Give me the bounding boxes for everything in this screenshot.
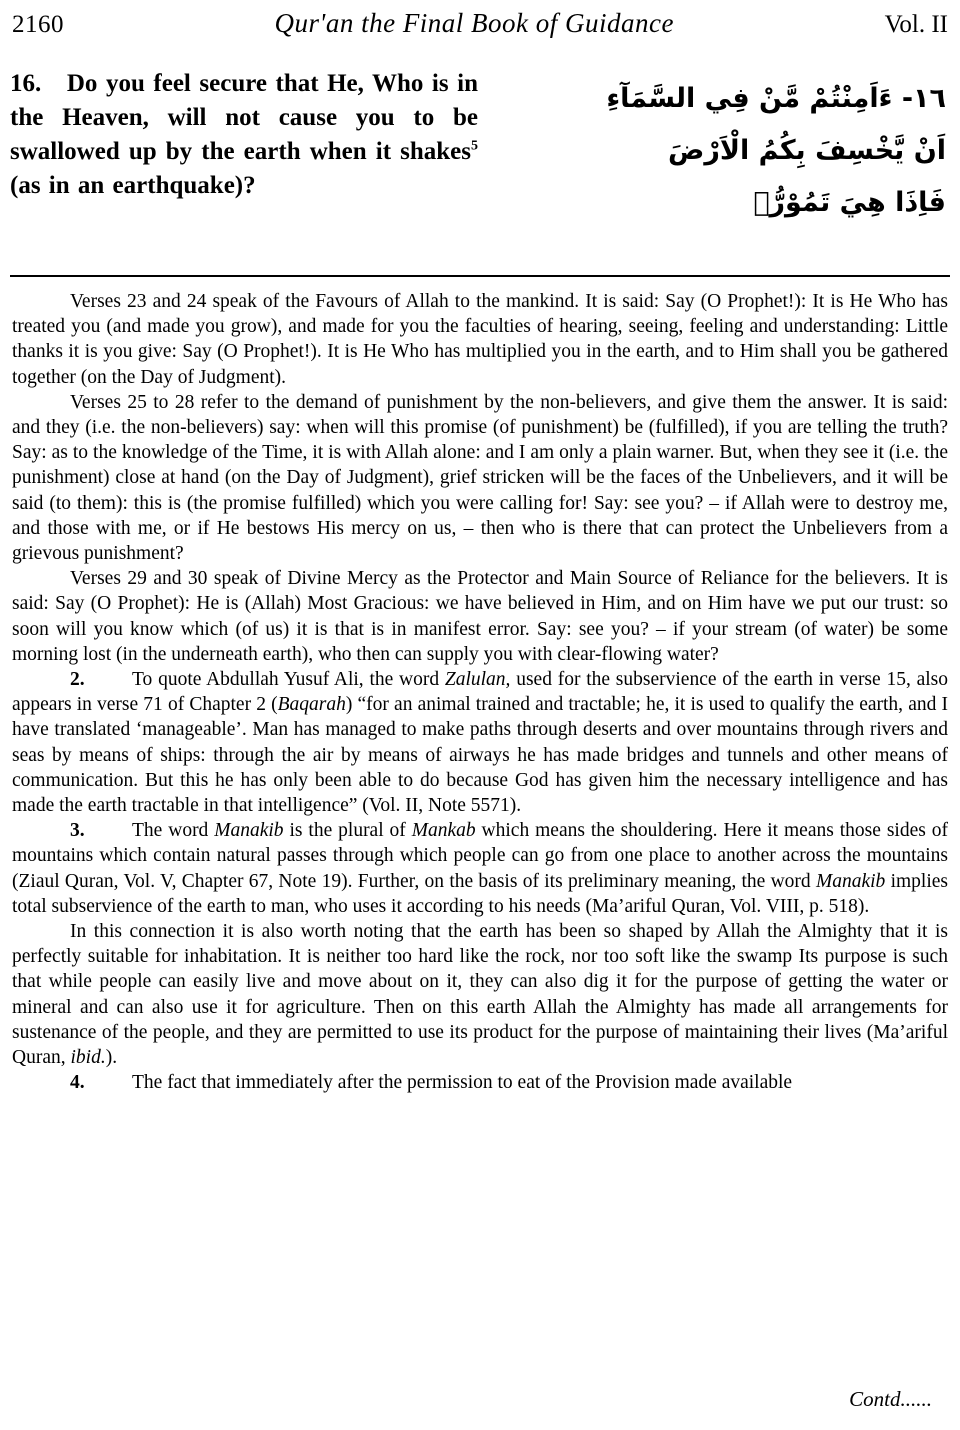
arabic-line: فَاِذَا هِيَ تَمُوْرُّٙ bbox=[753, 187, 946, 218]
arabic-line: ١٦- ءَاَمِنْتُمْ مَّنْ فِي السَّمَآءِ bbox=[606, 83, 946, 114]
verse-translation: 16. Do you feel secure that He, Who is in the Heaven, will not cause you to be swallowed up by the earth when it shakes$^5$ (as in an earthquake)? bbox=[10, 70, 478, 199]
page-header bbox=[0, 0, 960, 39]
body-paragraph: Verses 29 and 30 speak of Divine Mercy as the Protector and Main Source of Reliance for the believers. It is said: Say (O Prophet): He is (Allah) Most Gracious: we have believed in Him, and on Him have we put our trust: so soon will you know which (of us) it is that is in manifest error. Say: see you? – if your stream (of water) be some morning lost (in the underneath earth), who then can supply you with clear-flowing water? bbox=[12, 568, 948, 665]
page-number: 2160 bbox=[12, 11, 64, 38]
book-title: Qur'an the Final Book of Guidance bbox=[274, 8, 675, 38]
arabic-text bbox=[606, 67, 946, 257]
verse-section bbox=[0, 39, 960, 257]
body-text bbox=[0, 277, 960, 1096]
arabic-line: اَنْ يَّخْسِفَ بِكُمُ الْاَرْضَ bbox=[668, 135, 946, 166]
body-paragraph: 2. To quote Abdullah Yusuf Ali, the word Zalulan, used for the subservience of the earth in verse 15, also appears in verse 71 of Chapter 2 (Baqarah) “for an animal trained and tractable; he, it is used to qualify the earth, and I have translated ‘manageable’. Man has managed to make paths through deserts and over mountains through rivers and seas by means of ships: through the air by means of airways he has made bridges and tunnels and other means of communication. But this he has only been able to do because God has given him the necessary intelligence and has made the earth tractable in that intelligence” (Vol. II, Note 5571). bbox=[12, 669, 948, 817]
paragraph-number: 3. bbox=[70, 820, 85, 842]
body-paragraph: In this connection it is also worth noting that the earth has been so shaped by Allah the Almighty that it is perfectly suitable for inhabitation. It is neither too hard like the rock, nor too soft like the swamp Its purpose is such that while people can easily live and move about on it, they can also dig it for the purpose of getting the water or mineral and can also use it for agriculture. Then on this earth Allah the Almighty has made all arrangements for sustenance of the people, and they are permitted to use its product for the purpose of maintaining their lives (Ma’ariful Quran, ibid.). bbox=[12, 921, 948, 1069]
body-paragraph: Verses 25 to 28 refer to the demand of punishment by the non-believers, and give them the answer. It is said: and they (i.e. the non-believers) say: when will this promise (of punishment) be (fulfilled), if you are telling the truth? Say: as to the knowledge of the Time, it is with Allah alone: and I am only a plain warner. But, when they see it (i.e. the punishment) close at hand (on the Day of Judgment), grief stricken will be the faces of the Unbelievers, and it will be said (to them): this is (the promise fulfilled) which you were calling for! Say: see you? – if Allah were to destroy me, and those with me, or if He bestows His mercy on us, – then who is there that can protect the Unbelievers from a grievous punishment? bbox=[12, 391, 948, 565]
body-paragraph: Verses 23 and 24 speak of the Favours of Allah to the mankind. It is said: Say (O Prophet!): It is He Who has treated you (and made you grow), and made for you the faculties of hearing, seeing, feeling and understanding: Little thanks it is you give: Say (O Prophet!). It is He Who has multiplied you in the earth, and to Him shall you be gathered together (on the Day of Judgment). bbox=[12, 291, 948, 388]
contd-label: Contd...... bbox=[849, 1387, 932, 1411]
volume-label: Vol. II bbox=[884, 11, 948, 38]
body-paragraph: 3. The word Manakib is the plural of Mankab which means the shouldering. Here it means those sides of mountains which contain natural passes through which people can go from one place to another across the mountains (Ziaul Quran, Vol. V, Chapter 67, Note 19). Further, on the basis of its preliminary meaning, the word Manakib implies total subservience of the earth to man, who uses it according to his needs (Ma’ariful Quran, Vol. VIII, p. 518). bbox=[12, 820, 948, 917]
body-paragraph: 4. The fact that immediately after the permission to eat of the Provision made available bbox=[12, 1070, 948, 1095]
paragraph-number: 2. bbox=[70, 669, 85, 691]
paragraph-number: 4. bbox=[70, 1072, 85, 1094]
